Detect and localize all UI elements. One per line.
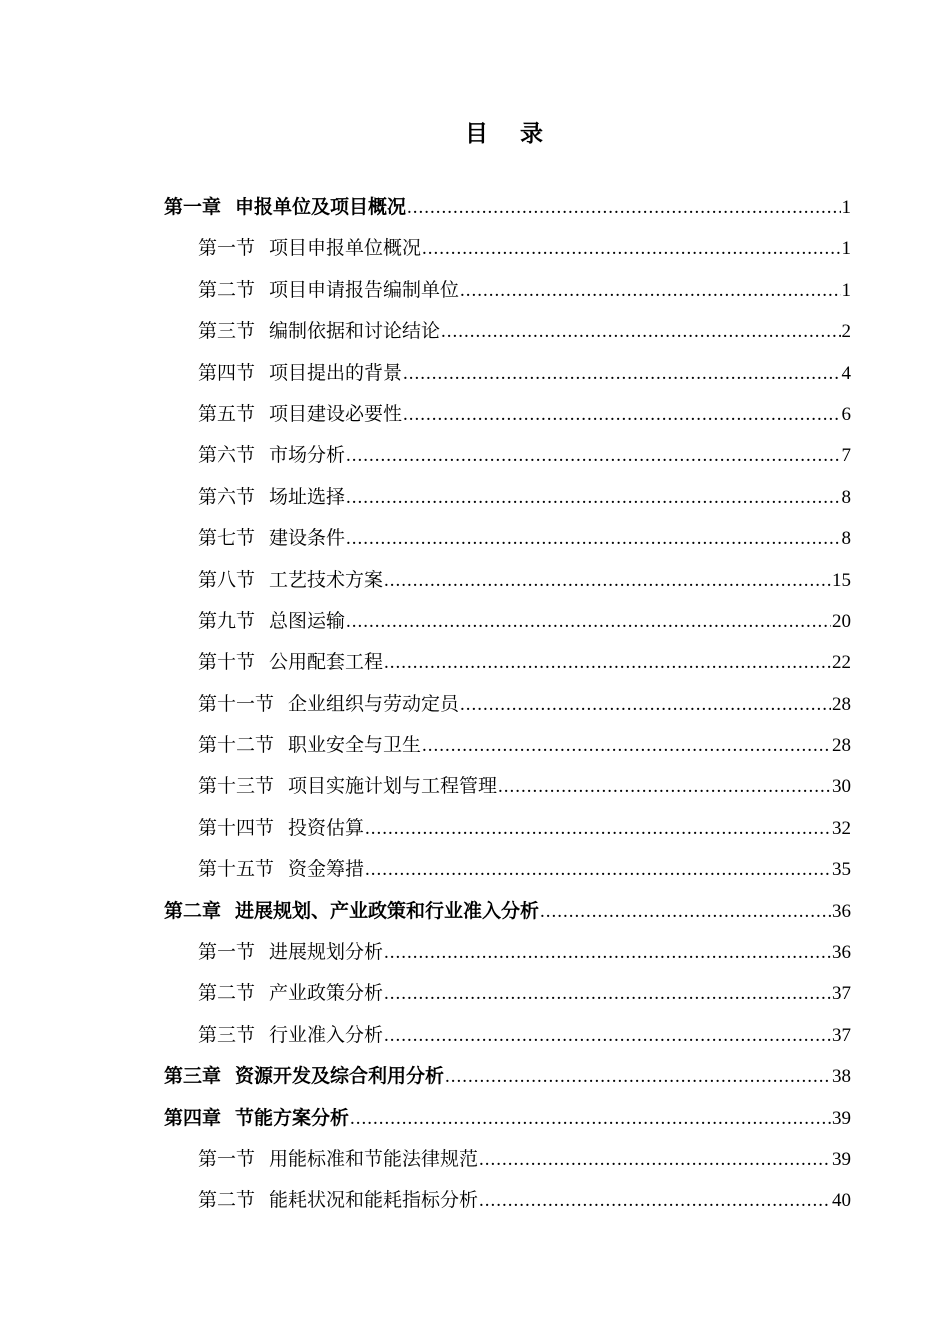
toc-entry-number: 第三节 [198,1023,256,1046]
toc-entry-text: 进展规划分析 [269,941,384,964]
toc-section-entry[interactable] [164,394,851,435]
toc-page-number: 2 [841,321,851,343]
toc-entry-label [164,1056,444,1097]
toc-entry-label [198,518,345,559]
toc-section-entry[interactable] [164,311,851,352]
toc-page-number: 38 [832,1066,851,1088]
toc-page-number: 37 [832,1024,851,1046]
toc-entry-label [198,849,364,890]
toc-entry-text: 总图运输 [269,609,346,632]
toc-dot-leader [384,932,831,973]
toc-entry-number: 第二节 [198,982,256,1005]
toc-entry-text: 市场分析 [269,444,346,467]
toc-entry-text: 职业安全与卫生 [288,734,422,757]
toc-entry-number: 第一节 [198,1147,256,1170]
toc-entry-label [198,560,383,601]
toc-entry-label [198,642,383,683]
toc-chapter-entry[interactable] [164,1056,851,1097]
toc-dot-leader [403,394,840,435]
toc-entry-text: 进展规划、产业政策和行业准入分析 [235,899,540,922]
toc-entry-label [198,684,459,725]
toc-entry-number: 第八节 [198,568,256,591]
toc-entry-number: 第六节 [198,444,256,467]
toc-entry-text: 行业准入分析 [269,1023,384,1046]
toc-entry-number: 第二节 [198,278,256,301]
toc-page-number: 8 [841,486,851,508]
toc-entry-text: 项目提出的背景 [269,361,403,384]
toc-entry-number: 第九节 [198,609,256,632]
toc-entry-text: 投资估算 [288,816,365,839]
toc-dot-leader [441,311,840,352]
toc-dot-leader [479,1180,831,1221]
toc-page-number: 20 [832,610,851,632]
toc-entry-text: 用能标准和节能法律规范 [269,1147,479,1170]
toc-entry-number: 第四章 [164,1106,222,1129]
toc-entry-label [198,973,383,1014]
toc-entry-label [198,725,421,766]
toc-dot-leader [407,187,840,228]
toc-section-entry[interactable] [164,477,851,518]
toc-entry-number: 第二章 [164,899,222,922]
toc-entry-number: 第六节 [198,485,256,508]
toc-dot-leader [346,477,840,518]
toc-entry-text: 资金筹措 [288,858,365,881]
toc-page-number: 8 [841,528,851,550]
toc-section-entry[interactable] [164,228,851,269]
toc-entry-text: 申报单位及项目概况 [235,196,407,218]
toc-entry-text: 资源开发及综合利用分析 [235,1065,445,1088]
toc-entry-number: 第十四节 [198,816,275,839]
toc-entry-number: 第十五节 [198,858,275,881]
toc-entry-text: 项目申请报告编制单位 [269,278,460,301]
toc-entry-label [198,932,383,973]
toc-page-number: 28 [832,693,851,715]
toc-page-number: 1 [841,279,851,301]
toc-page-number: 7 [841,445,851,467]
toc-title: 目 录 [464,121,555,147]
toc-entry-number: 第四节 [198,361,256,384]
toc-section-entry[interactable] [164,435,851,476]
toc-section-entry[interactable] [164,270,851,311]
toc-page-number: 36 [832,942,851,964]
toc-page-number: 40 [832,1190,851,1212]
toc-section-entry[interactable] [164,518,851,559]
toc-page-number: 22 [832,652,851,674]
toc-section-entry[interactable] [164,725,851,766]
toc-entry-number: 第一节 [198,941,256,964]
toc-dot-leader [384,560,831,601]
toc-entry-label [164,1098,349,1139]
toc-entry-number: 第三节 [198,320,256,343]
toc-section-entry[interactable] [164,1015,851,1056]
toc-page-number: 37 [832,983,851,1005]
toc-entry-number: 第二节 [198,1189,256,1212]
toc-section-entry[interactable] [164,849,851,890]
toc-entry-label [198,601,345,642]
toc-page-number: 36 [832,900,851,922]
toc-chapter-entry[interactable] [164,1098,851,1139]
toc-entry-number: 第七节 [198,527,256,550]
toc-page-number: 1 [841,238,851,260]
toc-entry-text: 公用配套工程 [269,651,384,674]
toc-entry-label [198,270,459,311]
toc-dot-leader [365,808,831,849]
toc-dot-leader [346,518,840,559]
toc-section-entry[interactable] [164,601,851,642]
toc-page-number: 32 [832,817,851,839]
toc-page-number: 28 [832,735,851,757]
toc-entry-number: 第一章 [164,196,222,218]
toc-section-entry[interactable] [164,353,851,394]
toc-entry-text: 节能方案分析 [235,1106,350,1129]
toc-entry-text: 场址选择 [269,485,346,508]
toc-entry-label [198,1139,478,1180]
toc-entry-number: 第十节 [198,651,256,674]
toc-entry-label [198,435,345,476]
toc-entry-text: 能耗状况和能耗指标分析 [269,1189,479,1212]
toc-page-number: 35 [832,859,851,881]
toc-entry-text: 建设条件 [269,527,346,550]
toc-chapter-entry[interactable] [164,187,851,228]
toc-section-entry[interactable] [164,642,851,683]
toc-dot-leader [445,1056,831,1097]
toc-entry-label [198,353,402,394]
toc-section-entry[interactable] [164,560,851,601]
toc-section-entry[interactable] [164,684,851,725]
toc-page-number: 15 [832,569,851,591]
toc-entry-label [198,228,421,269]
toc-section-entry[interactable] [164,1180,851,1221]
toc-page-number: 39 [832,1107,851,1129]
toc-dot-leader [540,891,831,932]
toc-dot-leader [460,684,831,725]
toc-page-number: 1 [841,197,851,218]
toc-dot-leader [479,1139,831,1180]
toc-section-entry[interactable] [164,932,851,973]
toc-entry-number: 第一节 [198,237,256,260]
toc-entry-number: 第五节 [198,402,256,425]
toc-entry-text: 项目申报单位概况 [269,237,422,260]
toc-dot-leader [384,642,831,683]
toc-entry-number: 第十二节 [198,734,275,757]
toc-entry-label [198,477,345,518]
toc-chapter-entry[interactable] [164,891,851,932]
toc-entry-label [164,187,406,228]
toc-section-entry[interactable] [164,973,851,1014]
toc-entry-text: 工艺技术方案 [269,568,384,591]
toc-entry-label [198,394,402,435]
toc-dot-leader [403,353,840,394]
toc-entry-number: 第三章 [164,1065,222,1088]
toc-dot-leader [422,725,831,766]
toc-page-number: 39 [832,1148,851,1170]
toc-entry-text: 编制依据和讨论结论 [269,320,441,343]
toc-entry-number: 第十一节 [198,692,275,715]
toc-dot-leader [384,973,831,1014]
toc-entry-label [198,766,497,807]
toc-entry-label [198,1180,478,1221]
toc-entry-label [198,311,440,352]
toc-dot-leader [365,849,831,890]
toc-page-number: 6 [841,403,851,425]
toc-entry-text: 企业组织与劳动定员 [288,692,460,715]
toc-entry-number: 第十三节 [198,775,275,798]
toc-entry-text: 项目实施计划与工程管理 [288,775,498,798]
toc-entry-text: 产业政策分析 [269,982,384,1005]
toc-entry-text: 项目建设必要性 [269,402,403,425]
toc-dot-leader [422,228,840,269]
toc-entry-label [198,808,364,849]
toc-entry-label [198,1015,383,1056]
toc-list [164,187,851,1222]
toc-dot-leader [384,1015,831,1056]
toc-page-number: 4 [841,362,851,384]
toc-dot-leader [498,766,831,807]
toc-section-entry[interactable] [164,808,851,849]
toc-section-entry[interactable] [164,1139,851,1180]
toc-dot-leader [350,1098,831,1139]
toc-section-entry[interactable] [164,766,851,807]
toc-entry-label [164,891,539,932]
toc-dot-leader [346,601,831,642]
toc-dot-leader [460,270,840,311]
toc-page-number: 30 [832,776,851,798]
toc-dot-leader [346,435,840,476]
